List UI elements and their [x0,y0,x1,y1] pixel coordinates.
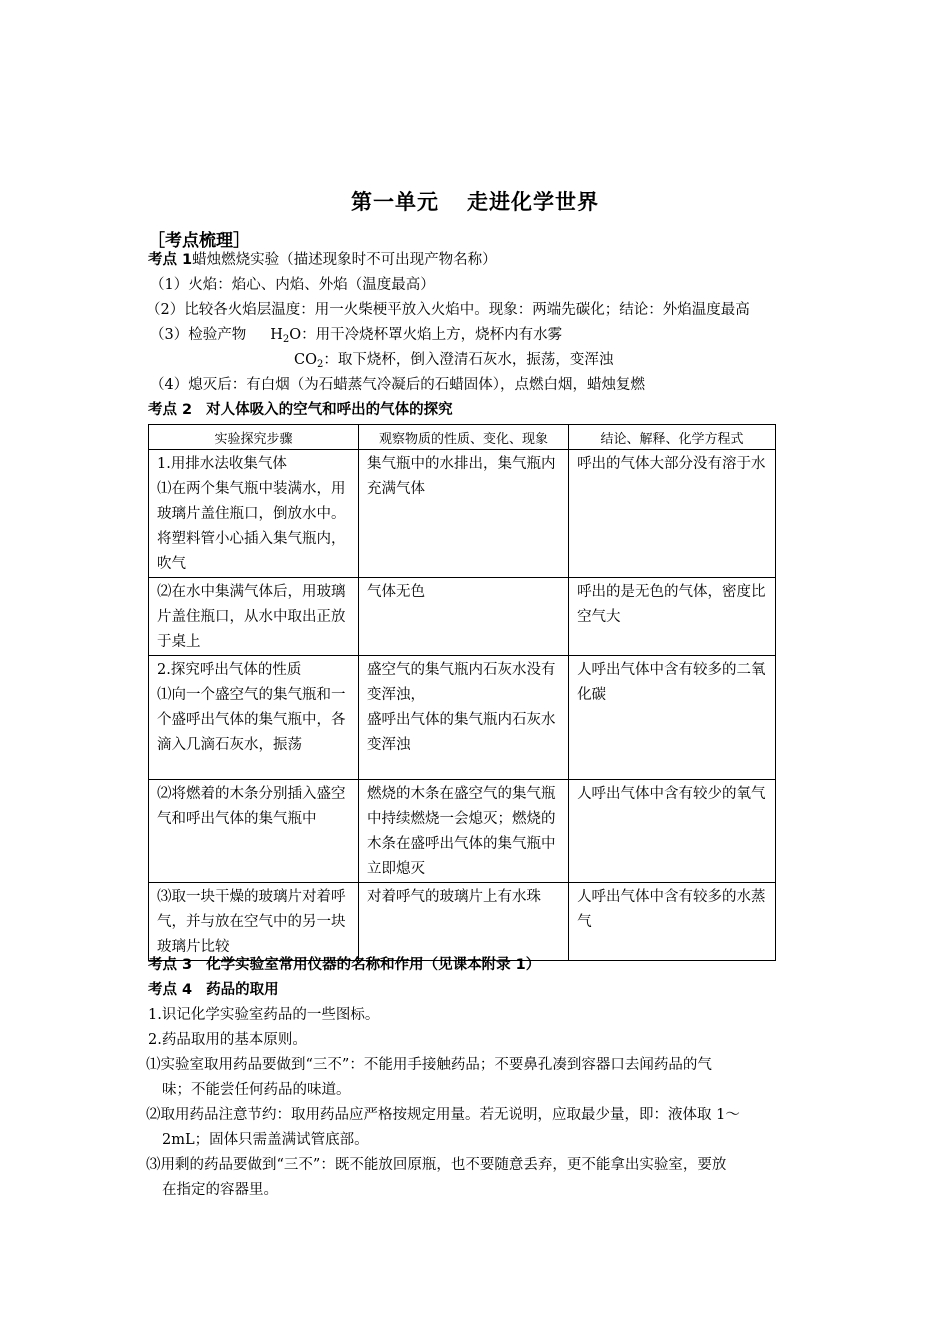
table-cell: 盛空气的集气瓶内石灰水没有变浑浊， 盛呼出气体的集气瓶内石灰水变浑浊 [359,656,569,780]
table-row [149,780,776,883]
table-cell: 人呼出气体中含有较多的水蒸气 [569,883,776,961]
table-cell: 2.探究呼出气体的性质 ⑴向一个盛空气的集气瓶和一个盛呼出气体的集气瓶中，各滴入几滴石灰水，振荡 [149,656,359,780]
table-cell: ⑵在水中集满气体后，用玻璃片盖住瓶口，从水中取出正放于桌上 [149,578,359,656]
point4-line: ⑶用剩的药品要做到“三不”：既不能放回原瓶，也不要随意丢弃，更不能拿出实验室，要放 [146,1157,727,1173]
point4-line: 2.药品取用的基本原则。 [148,1032,307,1048]
table-cell: 呼出的气体大部分没有溶于水 [569,450,776,578]
table-cell: 呼出的是无色的气体，密度比空气大 [569,578,776,656]
table-cell: 集气瓶中的水排出，集气瓶内充满气体 [359,450,569,578]
table-cell: 人呼出气体中含有较少的氧气 [569,780,776,883]
point4-line: ⑵取用药品注意节约：取用药品应严格按规定用量。若无说明，应取最少量，即：液体取 1～ [146,1107,740,1123]
table-cell: 1.用排水法收集气体 ⑴在两个集气瓶中装满水，用玻璃片盖住瓶口，倒放水中。将塑料管小心插入集气瓶内，吹气 [149,450,359,578]
point2-heading: 考点 2 对人体吸入的空气和呼出的气体的探究 [148,402,453,418]
experiment-table [148,424,776,961]
table-cell: 对着呼气的玻璃片上有水珠 [359,883,569,961]
point4-line: ⑴实验室取用药品要做到“三不”：不能用手接触药品；不要鼻孔凑到容器口去闻药品的气 [146,1057,712,1073]
point3-heading: 考点 3 化学实验室常用仪器的名称和作用（见课本附录 1） [148,957,541,973]
table-row [149,883,776,961]
page-title: 第一单元 走进化学世界 [351,190,599,214]
point4-line: 2mL；固体只需盖满试管底部。 [162,1132,369,1148]
section-heading: ［考点梳理］ [148,231,250,251]
table-cell: 燃烧的木条在盛空气的集气瓶中持续燃烧一会熄灭；燃烧的木条在盛呼出气体的集气瓶中立即熄灭 [359,780,569,883]
point1-item-3: （3）检验产物 $H_2O$：用干冷烧杯罩火焰上方，烧杯内有水雾 [150,327,563,345]
table-cell: 人呼出气体中含有较多的二氧化碳 [569,656,776,780]
table-header: 结论、解释、化学方程式 [569,425,776,450]
table-row [149,578,776,656]
point1-item-4: （4）熄灭后：有白烟（为石蜡蒸气冷凝后的石蜡固体），点燃白烟，蜡烛复燃 [150,377,645,393]
point4-line: 在指定的容器里。 [162,1182,278,1198]
point4-line: 1.识记化学实验室药品的一些图标。 [148,1007,380,1023]
point1-item-1: （1）火焰：焰心、内焰、外焰（温度最高） [150,277,435,293]
table-header: 实验探究步骤 [149,425,359,450]
table-cell: ⑵将燃着的木条分别插入盛空气和呼出气体的集气瓶中 [149,780,359,883]
table-cell: 气体无色 [359,578,569,656]
point1-heading: 考点 1蜡烛燃烧实验（描述现象时不可出现产物名称） [148,252,497,268]
table-header: 观察物质的性质、变化、现象 [359,425,569,450]
table-cell: ⑶取一块干燥的玻璃片对着呼气，并与放在空气中的另一块玻璃片比较 [149,883,359,961]
table-row [149,656,776,780]
table-row [149,450,776,578]
point4-line: 味；不能尝任何药品的味道。 [162,1082,351,1098]
point4-heading: 考点 4 药品的取用 [148,982,279,998]
point1-item-2: （2）比较各火焰层温度：用一火柴梗平放入火焰中。现象：两端先碳化；结论：外焰温度最高 [146,302,750,318]
table-header-row [149,425,776,450]
point1-item-3b: $CO_2$：取下烧杯，倒入澄清石灰水，振荡，变浑浊 [294,352,614,370]
